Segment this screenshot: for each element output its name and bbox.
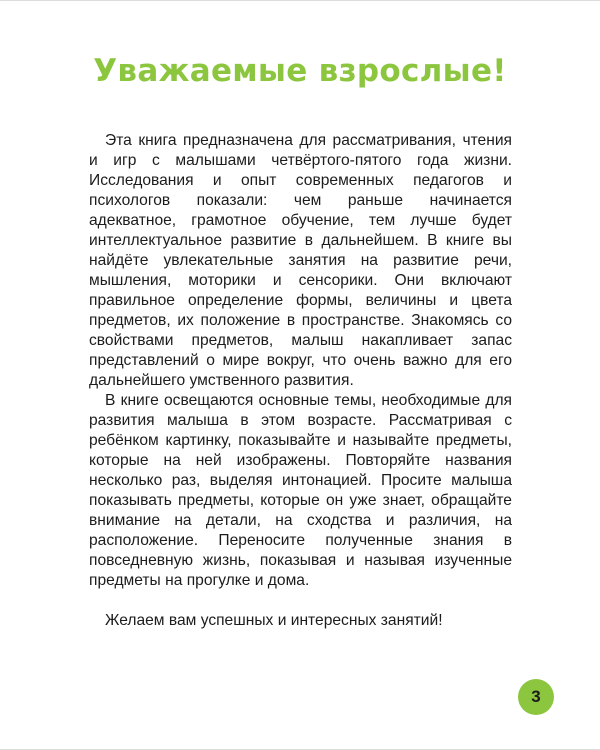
- page-title: Уважаемые взрослые!: [93, 53, 507, 89]
- closing-line: Желаем вам успешных и интересных занятий!: [105, 612, 443, 629]
- paragraph-intro: Эта книга предназначена для рассматривания, чтения и игр с малышами четвёртого-пятого года жизни. Исследования и опыт современных педагогов и психологов показали: чем раньше начинается адекватное, грамотное обучение, тем лучше будет интеллектуальное развитие в дальнейшем. В книге вы найдёте увлекательные занятия на развитие речи, мышления, моторики и сенсорики. Они включают правильное определение формы, величины и цвета предметов, их положение в пространстве. Знакомясь со свойствами предметов, малыш накапливает запас представлений о мире вокруг, что очень важно для его дальнейшего умственного развития.: [89, 132, 512, 389]
- paragraph-topics: В книге освещаются основные темы, необходимые для развития малыша в этом возрасте. Рассматривая с ребёнком картинку, показывайте и называйте предметы, которые на ней изображены. Повторяйте названия несколько раз, выделяя интонацией. Просите малыша показывать предметы, которые он уже знает, обращайте внимание на детали, на сходства и различия, на расположение. Переносите полученные знания в повседневную жизнь, показывая и называя изученные предметы на прогулке и дома.: [89, 392, 512, 589]
- body-text: [89, 131, 512, 631]
- page-number-badge: 3: [518, 679, 554, 715]
